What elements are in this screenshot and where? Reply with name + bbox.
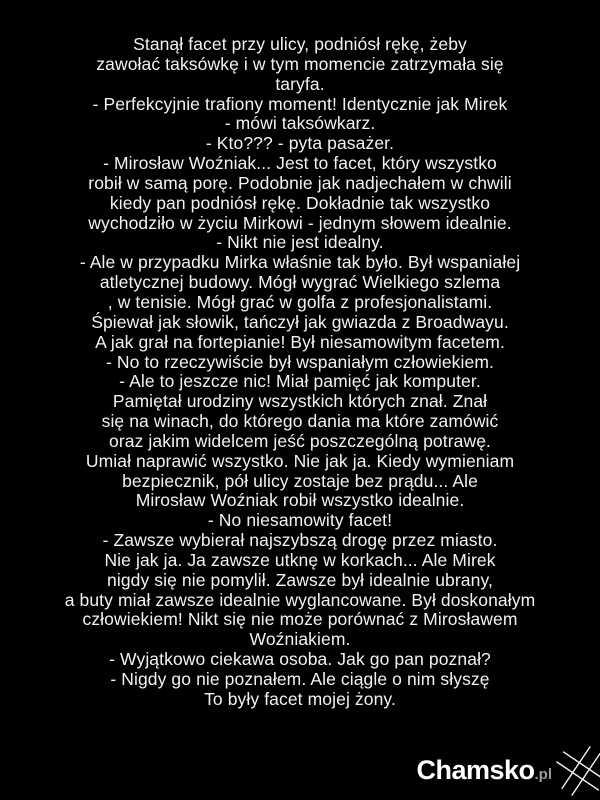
story-line: Mirosław Woźniak robił wszystko idealnie. <box>135 490 465 511</box>
story-line: nigdy się nie pomylił. Zawsze był idealnie ubrany, <box>107 569 493 590</box>
story-line: - Mirosław Woźniak... Jest to facet, który wszystko <box>103 153 497 174</box>
story-line: - mówi taksówkarz. <box>224 113 376 134</box>
story-line: zawołać taksówkę i w tym momencie zatrzymała się <box>96 53 504 74</box>
story-line: Stanął facet przy ulicy, podniósł rękę, żeby <box>133 34 467 54</box>
brand-wordmark <box>416 755 552 786</box>
story-line: - Nigdy go nie poznałem. Ale ciągle o nim słyszę <box>110 669 490 689</box>
footer-watermark <box>360 738 600 800</box>
story-line: - No to rzeczywiście był wspaniałym człowiekiem. <box>106 351 494 372</box>
tilted-hash-icon <box>554 743 600 799</box>
story-line: kiedy pan podniósł rękę. Dokładnie tak wszystko <box>109 192 491 213</box>
story-line: - Zawsze wybierał najszybszą drogę przez miasto. <box>102 530 498 551</box>
story-line: Śpiewał jak słowik, tańczył jak gwiazda z Broadwayu. <box>91 311 509 332</box>
story-line: - No niesamowity facet! <box>207 510 393 531</box>
story-line: człowiekiem! Nikt się nie może porównać z Mirosławem <box>82 609 518 630</box>
story-line: robił w samą porę. Podobnie jak nadjechałem w chwili <box>88 172 512 193</box>
story-line: Pamiętał urodziny wszystkich których znał. Znał <box>112 391 488 412</box>
story-line: się na winach, do którego dania ma które zamówić <box>101 411 499 432</box>
story-line: oraz jakim widelcem jeść poszczególną potrawę. <box>109 430 491 451</box>
story-line: Nie jak ja. Ja zawsze utknę w korkach... Ale Mirek <box>104 549 496 570</box>
story-line: - Ale to jeszcze nic! Miał pamięć jak komputer. <box>119 371 481 392</box>
story-line: bezpiecznik, pół ulicy zostaje bez prądu... Ale <box>122 470 478 491</box>
story-line: Woźniakiem. <box>249 629 351 650</box>
story-line: taryfa. <box>275 73 325 94</box>
story-line: a buty miał zawsze idealnie wyglancowane. Był doskonałym <box>64 589 536 610</box>
brand-tld: .pl <box>534 766 552 783</box>
story-line: wychodziło w życiu Mirkowi - jednym słowem idealnie. <box>88 212 512 233</box>
brand-name: Chamsko <box>416 755 535 785</box>
story-line: Umiał naprawić wszystko. Nie jak ja. Kiedy wymieniam <box>85 450 515 471</box>
story-line: , w tenisie. Mógł grać w golfa z profesjonalistami. <box>107 291 493 312</box>
story-line: - Perfekcyjnie trafiony moment! Identycznie jak Mirek <box>92 93 508 114</box>
story-line: atletycznej budowy. Mógł wygrać Wielkiego szlema <box>99 272 501 293</box>
story-line: - Ale w przypadku Mirka właśnie tak było. Był wspaniałej <box>79 252 521 273</box>
story-line: - Nikt nie jest idealny. <box>216 232 384 253</box>
story-line: A jak grał na fortepianie! Był niesamowitym facetem. <box>95 331 505 352</box>
story-line: - Kto??? - pyta pasażer. <box>205 133 395 154</box>
story-line: To były facet mojej żony. <box>204 688 396 709</box>
story-line: - Wyjątkowo ciekawa osoba. Jak go pan poznał? <box>109 649 491 670</box>
